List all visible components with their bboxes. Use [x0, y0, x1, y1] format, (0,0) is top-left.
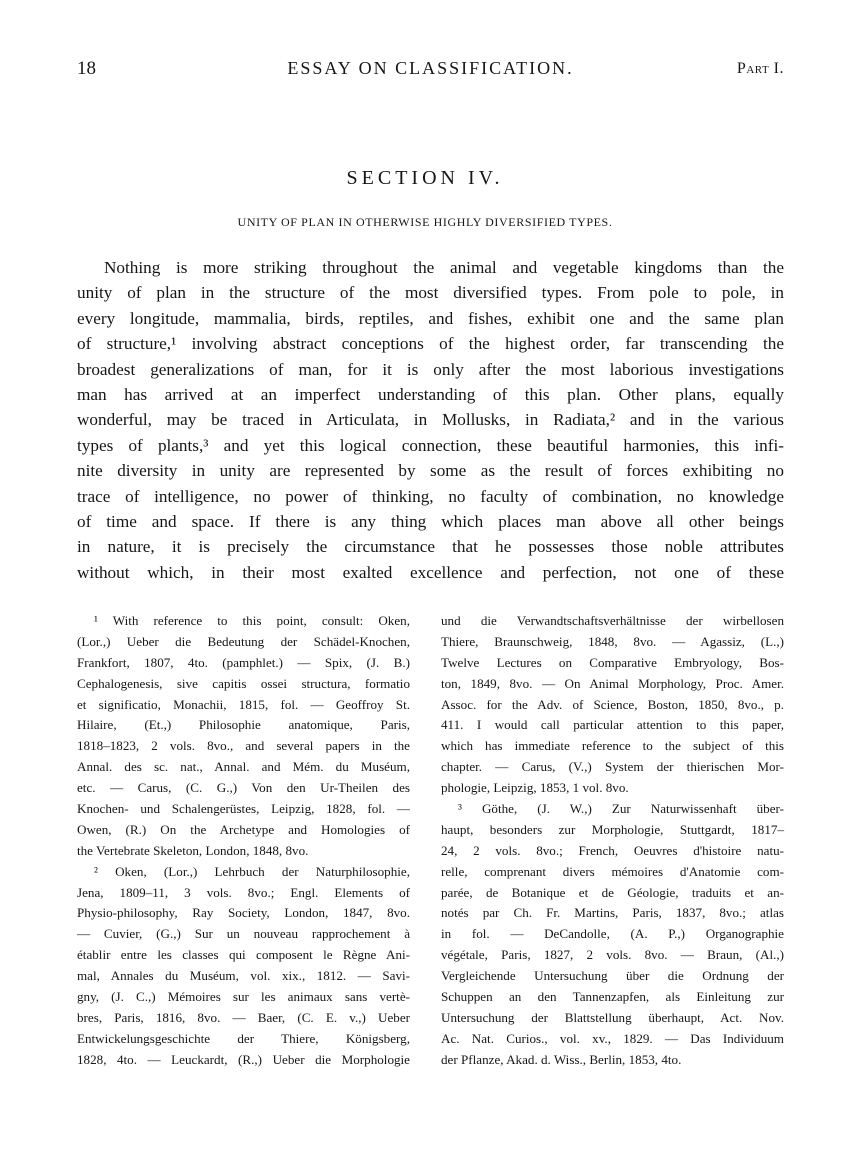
- body-line: in nature, it is precisely the circumstance that he possesses those noble attributes: [77, 537, 784, 557]
- footnote-3-line: Vergleichende Untersuchung über die Ordnung der: [441, 968, 784, 984]
- footnote-1-line: Owen, (R.) On the Archetype and Homologies of: [77, 821, 410, 837]
- body-line: nite diversity in unity are represented by some as the result of forces exhibiting no: [77, 461, 784, 481]
- page-number: 18: [77, 58, 96, 79]
- body-paragraph: [77, 255, 784, 585]
- footnote-3-line: végétale, Paris, 1827, 2 vols. 8vo. — Braun, (Al.,): [441, 947, 784, 963]
- footnote-3-line: 24, 2 vols. 8vo.; French, Oeuvres d'histoire natu-: [441, 842, 784, 858]
- footnote-2-line: Thiere, Braunschweig, 1848, 8vo. — Agassiz, (L.,): [441, 633, 784, 649]
- footnote-1-line: Frankfort, 1807, 4to. (pamphlet.) — Spix, (J. B.): [77, 654, 410, 670]
- body-line: unity of plan in the structure of the most diversified types. From pole to pole, in: [77, 283, 784, 303]
- footnote-2-line: chapter. — Carus, (V.,) System der thierischen Mor-: [441, 759, 784, 775]
- footnote-2-line: Physio-philosophy, Ray Society, London, 1847, 8vo.: [77, 905, 410, 921]
- footnote-3-line: in fol. — DeCandolle, (A. P.,) Organographie: [441, 926, 784, 942]
- footnote-2-line: gny, (J. C.,) Mémoires sur les animaux sans vertè-: [77, 989, 410, 1005]
- section-subtitle: UNITY OF PLAN IN OTHERWISE HIGHLY DIVERSIFIED TYPES.: [237, 215, 613, 229]
- footnote-3-line: Untersuchung der Blattstellung überhaupt, Act. Nov.: [441, 1009, 784, 1025]
- footnote-2-line: bres, Paris, 1816, 8vo. — Baer, (C. E. v.,) Ueber: [77, 1009, 410, 1025]
- footnote-2-line: mal, Annales du Muséum, vol. xix., 1812. — Savi-: [77, 968, 410, 984]
- footnote-2-line: ² Oken, (Lor.,) Lehrbuch der Naturphilosophie,: [94, 863, 410, 879]
- footnote-2-line: Twelve Lectures on Comparative Embryology, Bos-: [441, 654, 784, 670]
- footnote-1-line: etc. — Carus, (C. G.,) Von den Ur-Theilen des: [77, 780, 410, 796]
- part-label: Part I.: [736, 60, 784, 77]
- body-line: Nothing is more striking throughout the animal and vegetable kingdoms than the: [104, 258, 784, 277]
- body-line: of time and space. If there is any thing which places man above all other beings: [77, 511, 784, 531]
- footnote-3-line: relle, comprenant divers mémoires d'Anatomie com-: [441, 863, 784, 879]
- footnotes-right-column: [441, 611, 784, 1071]
- body-line: man has arrived at an imperfect understanding of this plan. Other plans, equally: [77, 384, 784, 404]
- footnote-1-line: 1818–1823, 2 vols. 8vo., and several papers in the: [77, 738, 410, 754]
- footnote-3-line: Schuppen an den Tannenzapfen, als Einleitung zur: [441, 989, 784, 1005]
- body-line: of structure,¹ involving abstract conceptions of the highest order, far transcending the: [77, 334, 784, 354]
- footnote-2-line: und die Verwandtschaftsverhältnisse der wirbellosen: [441, 613, 784, 628]
- body-line: every longitude, mammalia, birds, reptiles, and fishes, exhibit one and the same plan: [77, 308, 784, 328]
- footnote-3-line: Ac. Nat. Curios., vol. xv., 1829. — Das Individuum: [441, 1030, 784, 1046]
- footnote-2-line: 1828, 4to. — Leuckardt, (R.,) Ueber die Morphologie: [77, 1051, 410, 1067]
- section-title: SECTION IV.: [346, 167, 504, 189]
- footnote-1-line: Cephalogenesis, sive capitis ossei structura, formatio: [77, 675, 410, 691]
- running-header: [77, 58, 784, 88]
- footnote-3-line: notés par Ch. Fr. Martins, Paris, 1837, 8vo.; atlas: [441, 905, 784, 921]
- footnote-3-line: parée, de Botanique et de Géologie, traduits et an-: [441, 884, 784, 900]
- footnote-2-line: établir entre les classes qui composent le Règne Ani-: [77, 947, 410, 963]
- footnote-3-line: der Pflanze, Akad. d. Wiss., Berlin, 1853, 4to.: [441, 1051, 682, 1067]
- footnote-1-line: Annal. des sc. nat., Annal. and Mém. du Muséum,: [77, 759, 410, 775]
- footnote-1-line: et significatio, Monachii, 1815, fol. — Geoffroy St.: [77, 696, 410, 712]
- footnote-2-line: phologie, Leipzig, 1853, 1 vol. 8vo.: [441, 780, 629, 796]
- footnote-1-line: Hilaire, (Et.,) Philosophie anatomique, Paris,: [77, 717, 410, 733]
- footnote-2-line: Jena, 1809–11, 3 vols. 8vo.; Engl. Elements of: [77, 884, 410, 900]
- footnote-1-line: ¹ With reference to this point, consult: Oken,: [94, 613, 410, 628]
- footnote-2-line: which has immediate reference to the subject of this: [441, 738, 784, 754]
- footnote-1-line: (Lor.,) Ueber die Bedeutung der Schädel-Knochen,: [77, 633, 410, 649]
- footnote-2-line: ton, 1849, 8vo. — On Animal Morphology, Proc. Amer.: [441, 675, 784, 691]
- body-line: types of plants,³ and yet this logical connection, these beautiful harmonies, this infi-: [77, 435, 784, 455]
- footnote-2-line: — Cuvier, (G.,) Sur un nouveau rapprochement à: [77, 926, 410, 942]
- running-title: ESSAY ON CLASSIFICATION.: [287, 58, 574, 78]
- footnote-1-line: Knochen- und Schalengerüstes, Leipzig, 1828, fol. —: [77, 801, 410, 817]
- body-line: wonderful, may be traced in Articulata, in Mollusks, in Radiata,² and in the various: [77, 410, 784, 430]
- footnote-2-line: 411. I would call particular attention to this paper,: [441, 717, 784, 733]
- footnote-1-line: the Vertebrate Skeleton, London, 1848, 8vo.: [77, 842, 309, 858]
- footnote-2-line: Entwickelungsgeschichte der Thiere, Königsberg,: [77, 1030, 410, 1046]
- body-line: trace of intelligence, no power of thinking, no faculty of combination, no knowledge: [77, 486, 784, 506]
- footnote-2-line: Assoc. for the Adv. of Science, Boston, 1850, 8vo., p.: [441, 696, 784, 712]
- body-line: broadest generalizations of man, for it is only after the most laborious investigations: [77, 359, 784, 379]
- body-line: without which, in their most exalted excellence and perfection, not one of these: [77, 562, 784, 582]
- footnotes-left-column: [77, 611, 410, 1071]
- footnote-3-line: ³ Göthe, (J. W.,) Zur Naturwissenhaft über-: [458, 801, 784, 817]
- footnote-3-line: haupt, besonders zur Morphologie, Stuttgardt, 1817–: [441, 821, 784, 837]
